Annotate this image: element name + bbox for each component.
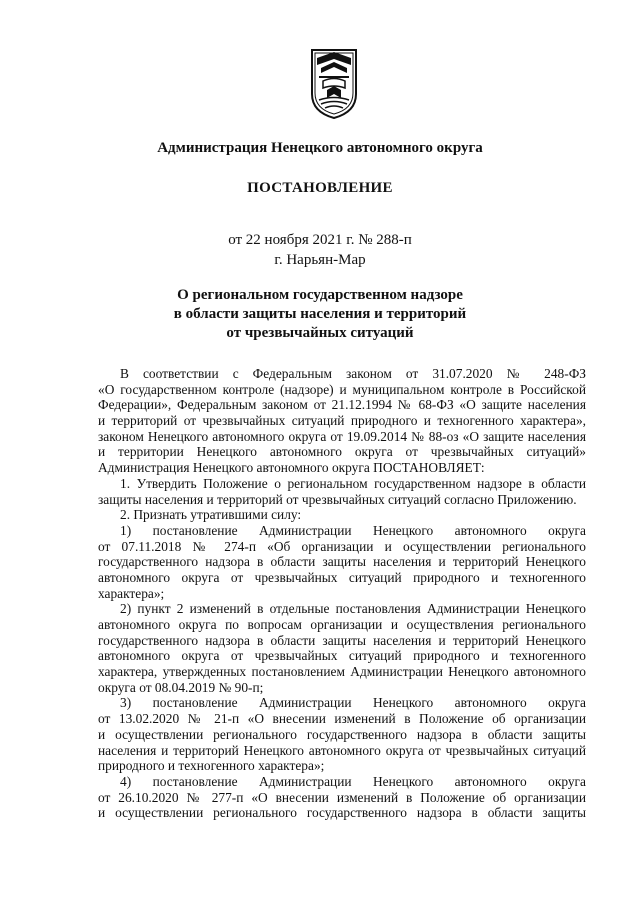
- body-line: населения и территорий Ненецкого автономного округа от чрезвычайных ситуаций: [98, 742, 586, 758]
- body-line: и территорий от чрезвычайных ситуаций природного и техногенного характера»,: [98, 413, 586, 429]
- body-line: автономного округа от чрезвычайных ситуаций природного и техногенного: [98, 648, 586, 664]
- body-line: 1) постановление Администрации Ненецкого автономного округа: [120, 522, 586, 538]
- coat-of-arms-emblem: [309, 48, 359, 120]
- body-line: В соответствии с Федеральным законом от 31.07.2020 № 248-ФЗ: [120, 366, 586, 381]
- body-line: Администрация Ненецкого автономного округа ПОСТАНОВЛЯЕТ:: [98, 460, 485, 476]
- body-line: и осуществлении регионального государственного надзора в области защиты: [98, 805, 586, 821]
- document-place: г. Нарьян-Мар: [274, 252, 366, 268]
- body-line: «О государственном контроле (надзоре) и муниципальном контроле в Российской: [98, 381, 586, 397]
- body-line: округа от 08.04.2019 № 90-п;: [98, 679, 264, 695]
- body-line: природного и техногенного характера»;: [98, 758, 325, 774]
- body-line: характера»;: [98, 585, 165, 601]
- body-line: 3) постановление Администрации Ненецкого автономного округа: [120, 695, 586, 711]
- body-line: 2) пункт 2 изменений в отдельные постановления Администрации Ненецкого: [120, 601, 586, 617]
- document-type: ПОСТАНОВЛЕНИЕ: [247, 180, 393, 196]
- body-line: и осуществлении регионального государственного надзора в области защиты: [98, 726, 586, 742]
- body-line: законом Ненецкого автономного округа от 19.09.2014 № 88-оз «О защите населения: [98, 428, 586, 444]
- body-line: от 26.10.2020 № 277-п «О внесении изменений в Положение об организации: [98, 789, 586, 805]
- document-title: [0, 286, 640, 343]
- body-line: 2. Признать утратившими силу:: [120, 507, 302, 523]
- body-line: государственного надзора в области защиты населения и территорий Ненецкого: [98, 632, 586, 648]
- title-line: О региональном государственном надзоре: [177, 287, 463, 303]
- body-line: 4) постановление Администрации Ненецкого автономного округа: [120, 773, 586, 789]
- body-line: защиты населения и территорий от чрезвычайных ситуаций согласно Приложению.: [98, 491, 577, 507]
- organization-name: Администрация Ненецкого автономного округа: [157, 140, 483, 156]
- document-date-number: от 22 ноября 2021 г. № 288-п: [228, 232, 412, 248]
- body-line: и территории Ненецкого автономного округа от чрезвычайных ситуаций»: [98, 444, 586, 460]
- body-line: 1. Утвердить Положение о региональном государственном надзоре в области: [120, 475, 586, 491]
- body-line: автономного округа от чрезвычайных ситуаций природного и техногенного: [98, 569, 586, 585]
- body-line: характера, утвержденных постановлением Администрации Ненецкого автономного: [98, 664, 586, 680]
- title-line: от чрезвычайных ситуаций: [226, 325, 414, 341]
- body-line: Федерации», Федеральным законом от 21.12.1994 № 68-ФЗ «О защите населения: [98, 397, 586, 413]
- body-line: от 13.02.2020 № 21-п «О внесении изменений в Положение об организации: [98, 711, 586, 727]
- body-line: государственного надзора в области защиты населения и территорий Ненецкого: [98, 554, 586, 570]
- body-line: автономного округа по вопросам организации и осуществления регионального: [98, 617, 586, 632]
- document-body: [98, 366, 586, 821]
- body-line: от 07.11.2018 № 274-п «Об организации и осуществлении регионального: [98, 538, 586, 554]
- title-line: в области защиты населения и территорий: [173, 306, 467, 322]
